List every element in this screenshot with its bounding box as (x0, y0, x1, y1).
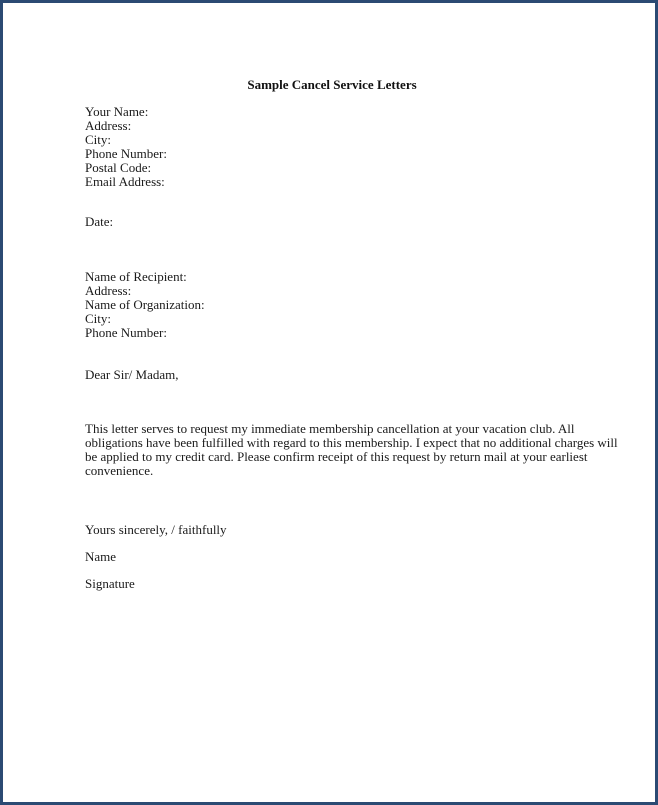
recipient-address-label: Address: (85, 283, 132, 298)
sender-block (85, 105, 167, 189)
recipient-name-label: Name of Recipient: (85, 269, 187, 284)
letter-title: Sample Cancel Service Letters (247, 77, 417, 92)
sender-name-label: Your Name: (85, 104, 149, 119)
body-line: obligations have been fulfilled with regard to this membership. I expect that no additional charges will (85, 435, 618, 450)
closing: Yours sincerely, / faithfully (85, 522, 227, 537)
sender-city-label: City: (85, 132, 112, 147)
recipient-block (85, 270, 205, 340)
body-line: This letter serves to request my immediate membership cancellation at your vacation club. All (85, 421, 575, 436)
recipient-phone-label: Phone Number: (85, 325, 167, 340)
signature-label: Signature (85, 576, 135, 591)
body-paragraph (85, 421, 618, 478)
sender-email-label: Email Address: (85, 174, 165, 189)
sender-phone-label: Phone Number: (85, 146, 167, 161)
body-line: be applied to my credit card. Please confirm receipt of this request by return mail at your earliest (85, 449, 588, 464)
body-line: convenience. (85, 463, 154, 478)
date-label: Date: (85, 214, 114, 229)
recipient-city-label: City: (85, 311, 112, 326)
salutation: Dear Sir/ Madam, (85, 367, 179, 382)
sender-address-label: Address: (85, 118, 132, 133)
recipient-organization-label: Name of Organization: (85, 297, 205, 312)
sender-postal-code-label: Postal Code: (85, 160, 152, 175)
name-label: Name (85, 549, 117, 564)
